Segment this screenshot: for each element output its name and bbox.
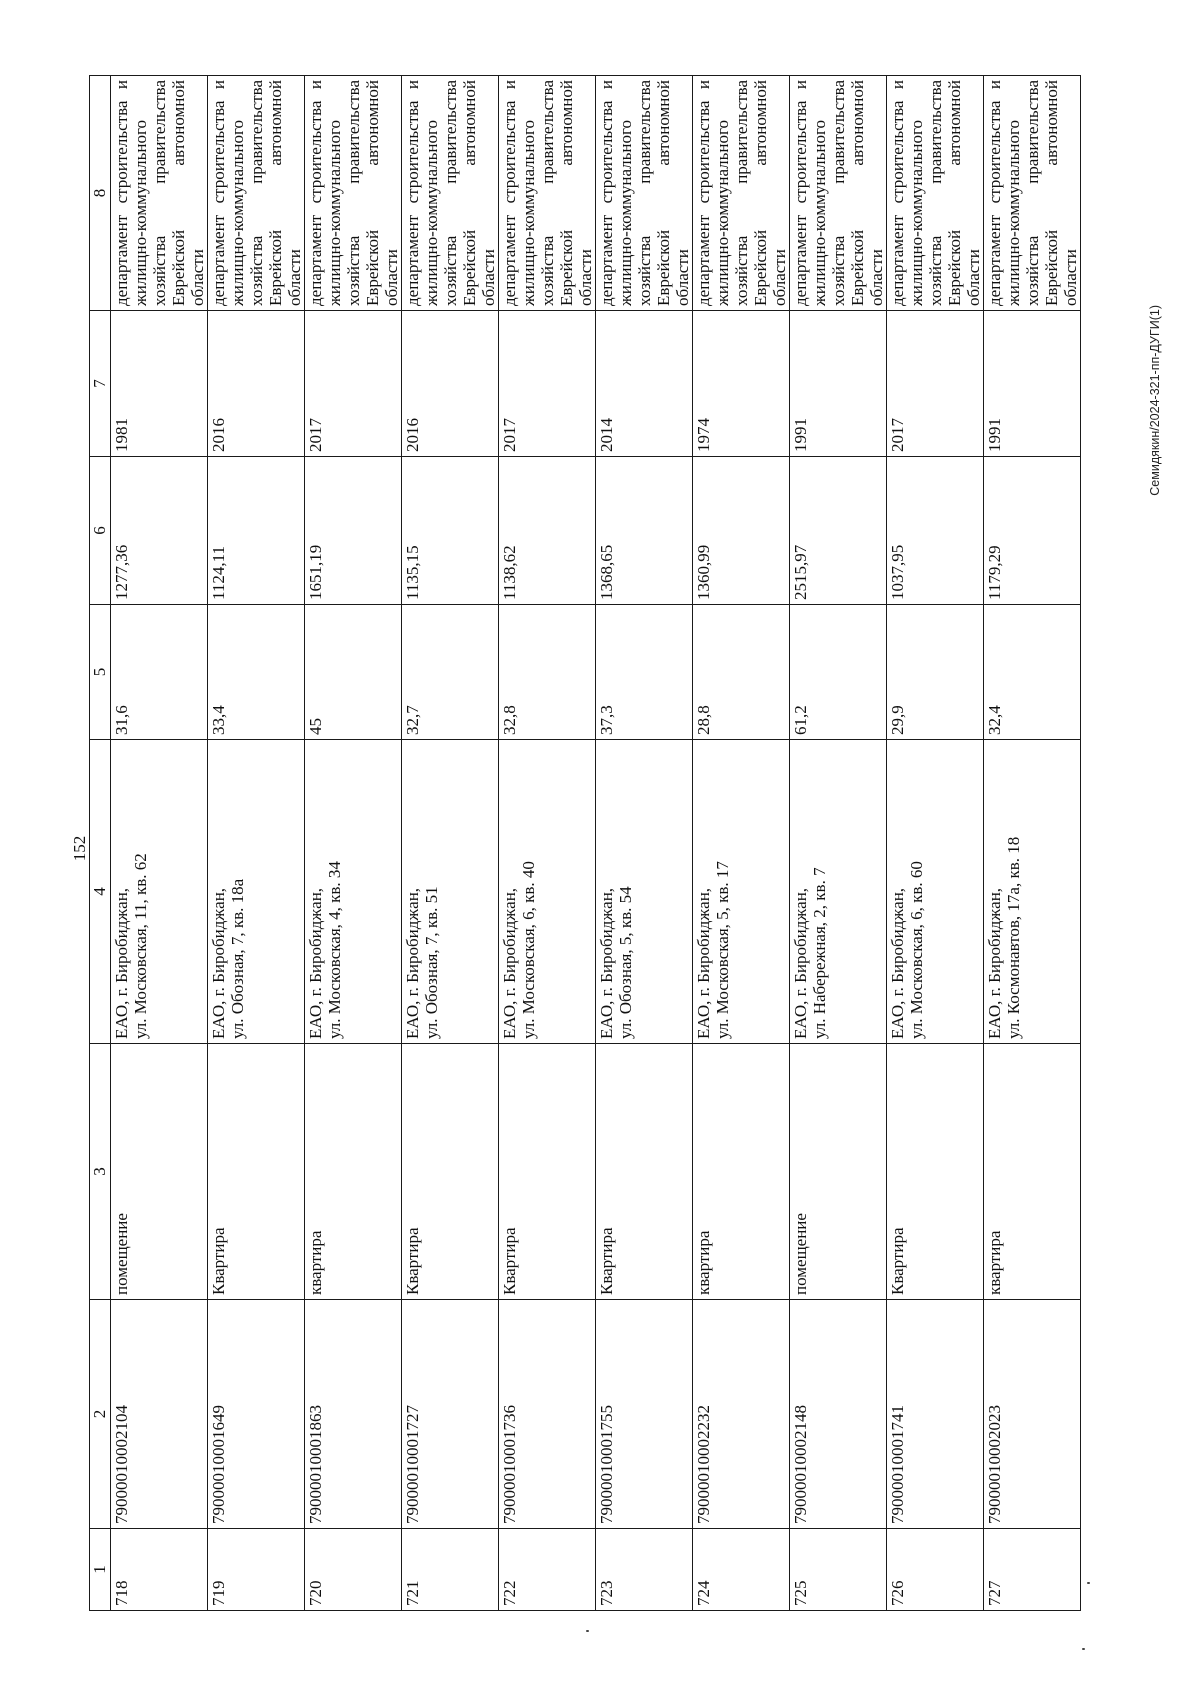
object-type-cell: помещение bbox=[111, 1044, 208, 1300]
area-cell: 37,3 bbox=[596, 605, 693, 740]
column-number: 8 bbox=[90, 76, 111, 311]
department-cell: департамент строительства и жилищно-коммунального хозяйства правительства Еврейской автономной области bbox=[887, 76, 984, 311]
address-cell bbox=[596, 740, 693, 1044]
column-number: 6 bbox=[90, 457, 111, 605]
table-row bbox=[111, 76, 208, 1611]
area-cell: 45 bbox=[305, 605, 402, 740]
cadastral-number-cell: 79000010001863 bbox=[305, 1300, 402, 1529]
object-type-cell: Квартира bbox=[208, 1044, 305, 1300]
cadastral-value-cell: 1135,15 bbox=[402, 457, 499, 605]
cadastral-value-cell: 1124,11 bbox=[208, 457, 305, 605]
cadastral-number-cell: 79000010002104 bbox=[111, 1300, 208, 1529]
column-number: 1 bbox=[90, 1529, 111, 1611]
address-line: ЕАО, г. Биробиджан, bbox=[306, 887, 325, 1039]
area-cell: 61,2 bbox=[790, 605, 887, 740]
year-cell: 2014 bbox=[596, 311, 693, 457]
address-line: ЕАО, г. Биробиджан, bbox=[112, 887, 131, 1039]
year-cell: 1991 bbox=[984, 311, 1081, 457]
address-cell bbox=[305, 740, 402, 1044]
address-line: ул. Обозная, 5, кв. 54 bbox=[616, 886, 635, 1039]
row-number-cell: 718 bbox=[111, 1529, 208, 1611]
address-line: ул. Космонавтов, 17а, кв. 18 bbox=[1004, 836, 1023, 1039]
year-cell: 1991 bbox=[790, 311, 887, 457]
object-type-cell: Квартира bbox=[887, 1044, 984, 1300]
table-row bbox=[402, 76, 499, 1611]
row-number-cell: 719 bbox=[208, 1529, 305, 1611]
year-cell: 2017 bbox=[887, 311, 984, 457]
table-row bbox=[208, 76, 305, 1611]
department-cell: департамент строительства и жилищно-коммунального хозяйства правительства Еврейской автономной области bbox=[402, 76, 499, 311]
address-cell bbox=[499, 740, 596, 1044]
cadastral-number-cell: 79000010001741 bbox=[887, 1300, 984, 1529]
address-line: ЕАО, г. Биробиджан, bbox=[403, 887, 422, 1039]
department-cell: департамент строительства и жилищно-коммунального хозяйства правительства Еврейской автономной области bbox=[111, 76, 208, 311]
address-line: ЕАО, г. Биробиджан, bbox=[209, 887, 228, 1039]
address-cell bbox=[402, 740, 499, 1044]
address-line: ул. Набережная, 2, кв. 7 bbox=[810, 867, 829, 1039]
area-cell: 28,8 bbox=[693, 605, 790, 740]
cadastral-value-cell: 1277,36 bbox=[111, 457, 208, 605]
address-cell bbox=[208, 740, 305, 1044]
department-cell: департамент строительства и жилищно-коммунального хозяйства правительства Еврейской автономной области bbox=[208, 76, 305, 311]
address-line: ул. Московская, 6, кв. 60 bbox=[907, 861, 926, 1039]
cadastral-value-cell: 1651,19 bbox=[305, 457, 402, 605]
department-cell: департамент строительства и жилищно-коммунального хозяйства правительства Еврейской автономной области bbox=[499, 76, 596, 311]
table-row bbox=[984, 76, 1081, 1611]
row-number-cell: 726 bbox=[887, 1529, 984, 1611]
page-number: 152 bbox=[70, 835, 89, 862]
row-number-cell: 720 bbox=[305, 1529, 402, 1611]
row-number-cell: 722 bbox=[499, 1529, 596, 1611]
cadastral-value-cell: 1138,62 bbox=[499, 457, 596, 605]
address-line: ЕАО, г. Биробиджан, bbox=[888, 887, 907, 1039]
object-type-cell: квартира bbox=[693, 1044, 790, 1300]
table-row bbox=[305, 76, 402, 1611]
column-number: 5 bbox=[90, 605, 111, 740]
row-number-cell: 721 bbox=[402, 1529, 499, 1611]
property-registry-table bbox=[89, 75, 1081, 1611]
department-cell: департамент строительства и жилищно-коммунального хозяйства правительства Еврейской автономной области bbox=[984, 76, 1081, 311]
address-line: ул. Московская, 5, кв. 17 bbox=[713, 861, 732, 1039]
row-number-cell: 724 bbox=[693, 1529, 790, 1611]
object-type-cell: Квартира bbox=[402, 1044, 499, 1300]
table-row bbox=[887, 76, 984, 1611]
table-row bbox=[790, 76, 887, 1611]
year-cell: 1974 bbox=[693, 311, 790, 457]
document-code: Семидякин/2024-321-пп-ДУГИ(1) bbox=[1148, 305, 1162, 496]
year-cell: 2017 bbox=[305, 311, 402, 457]
table-body bbox=[90, 76, 1081, 1611]
row-number-cell: 727 bbox=[984, 1529, 1081, 1611]
department-cell: департамент строительства и жилищно-коммунального хозяйства правительства Еврейской автономной области bbox=[790, 76, 887, 311]
address-cell bbox=[887, 740, 984, 1044]
object-type-cell: помещение bbox=[790, 1044, 887, 1300]
scan-speck bbox=[1087, 1582, 1090, 1584]
address-line: ЕАО, г. Биробиджан, bbox=[791, 887, 810, 1039]
cadastral-value-cell: 1179,29 bbox=[984, 457, 1081, 605]
area-cell: 32,7 bbox=[402, 605, 499, 740]
address-line: ул. Обозная, 7, кв. 51 bbox=[422, 886, 441, 1039]
table-row bbox=[499, 76, 596, 1611]
scan-speck bbox=[1082, 1648, 1085, 1650]
area-cell: 32,4 bbox=[984, 605, 1081, 740]
year-cell: 2016 bbox=[402, 311, 499, 457]
address-line: ЕАО, г. Биробиджан, bbox=[500, 887, 519, 1039]
object-type-cell: квартира bbox=[305, 1044, 402, 1300]
object-type-cell: Квартира bbox=[499, 1044, 596, 1300]
address-cell bbox=[693, 740, 790, 1044]
area-cell: 31,6 bbox=[111, 605, 208, 740]
department-cell: департамент строительства и жилищно-коммунального хозяйства правительства Еврейской автономной области bbox=[693, 76, 790, 311]
year-cell: 1981 bbox=[111, 311, 208, 457]
address-cell bbox=[984, 740, 1081, 1044]
cadastral-number-cell: 79000010001755 bbox=[596, 1300, 693, 1529]
area-cell: 32,8 bbox=[499, 605, 596, 740]
year-cell: 2016 bbox=[208, 311, 305, 457]
address-line: ул. Московская, 6, кв. 40 bbox=[519, 861, 538, 1039]
address-line: ул. Обозная, 7, кв. 18а bbox=[228, 878, 247, 1039]
object-type-cell: Квартира bbox=[596, 1044, 693, 1300]
row-number-cell: 725 bbox=[790, 1529, 887, 1611]
area-cell: 29,9 bbox=[887, 605, 984, 740]
address-cell bbox=[111, 740, 208, 1044]
column-number: 2 bbox=[90, 1300, 111, 1529]
cadastral-number-cell: 79000010001649 bbox=[208, 1300, 305, 1529]
cadastral-number-cell: 79000010002148 bbox=[790, 1300, 887, 1529]
address-line: ЕАО, г. Биробиджан, bbox=[985, 887, 1004, 1039]
cadastral-value-cell: 1368,65 bbox=[596, 457, 693, 605]
column-number: 4 bbox=[90, 740, 111, 1044]
address-cell bbox=[790, 740, 887, 1044]
cadastral-number-cell: 79000010002232 bbox=[693, 1300, 790, 1529]
address-line: ул. Московская, 4, кв. 34 bbox=[325, 861, 344, 1039]
cadastral-value-cell: 2515,97 bbox=[790, 457, 887, 605]
row-number-cell: 723 bbox=[596, 1529, 693, 1611]
column-number-row bbox=[90, 76, 111, 1611]
address-line: ЕАО, г. Биробиджан, bbox=[694, 887, 713, 1039]
address-line: ул. Московская, 11, кв. 62 bbox=[131, 853, 150, 1039]
table-row bbox=[596, 76, 693, 1611]
table-row bbox=[693, 76, 790, 1611]
cadastral-value-cell: 1360,99 bbox=[693, 457, 790, 605]
department-cell: департамент строительства и жилищно-коммунального хозяйства правительства Еврейской автономной области bbox=[596, 76, 693, 311]
scan-speck bbox=[586, 1630, 589, 1632]
year-cell: 2017 bbox=[499, 311, 596, 457]
cadastral-number-cell: 79000010001727 bbox=[402, 1300, 499, 1529]
cadastral-number-cell: 79000010002023 bbox=[984, 1300, 1081, 1529]
object-type-cell: квартира bbox=[984, 1044, 1081, 1300]
cadastral-number-cell: 79000010001736 bbox=[499, 1300, 596, 1529]
area-cell: 33,4 bbox=[208, 605, 305, 740]
department-cell: департамент строительства и жилищно-коммунального хозяйства правительства Еврейской автономной области bbox=[305, 76, 402, 311]
cadastral-value-cell: 1037,95 bbox=[887, 457, 984, 605]
column-number: 7 bbox=[90, 311, 111, 457]
address-line: ЕАО, г. Биробиджан, bbox=[597, 887, 616, 1039]
column-number: 3 bbox=[90, 1044, 111, 1300]
